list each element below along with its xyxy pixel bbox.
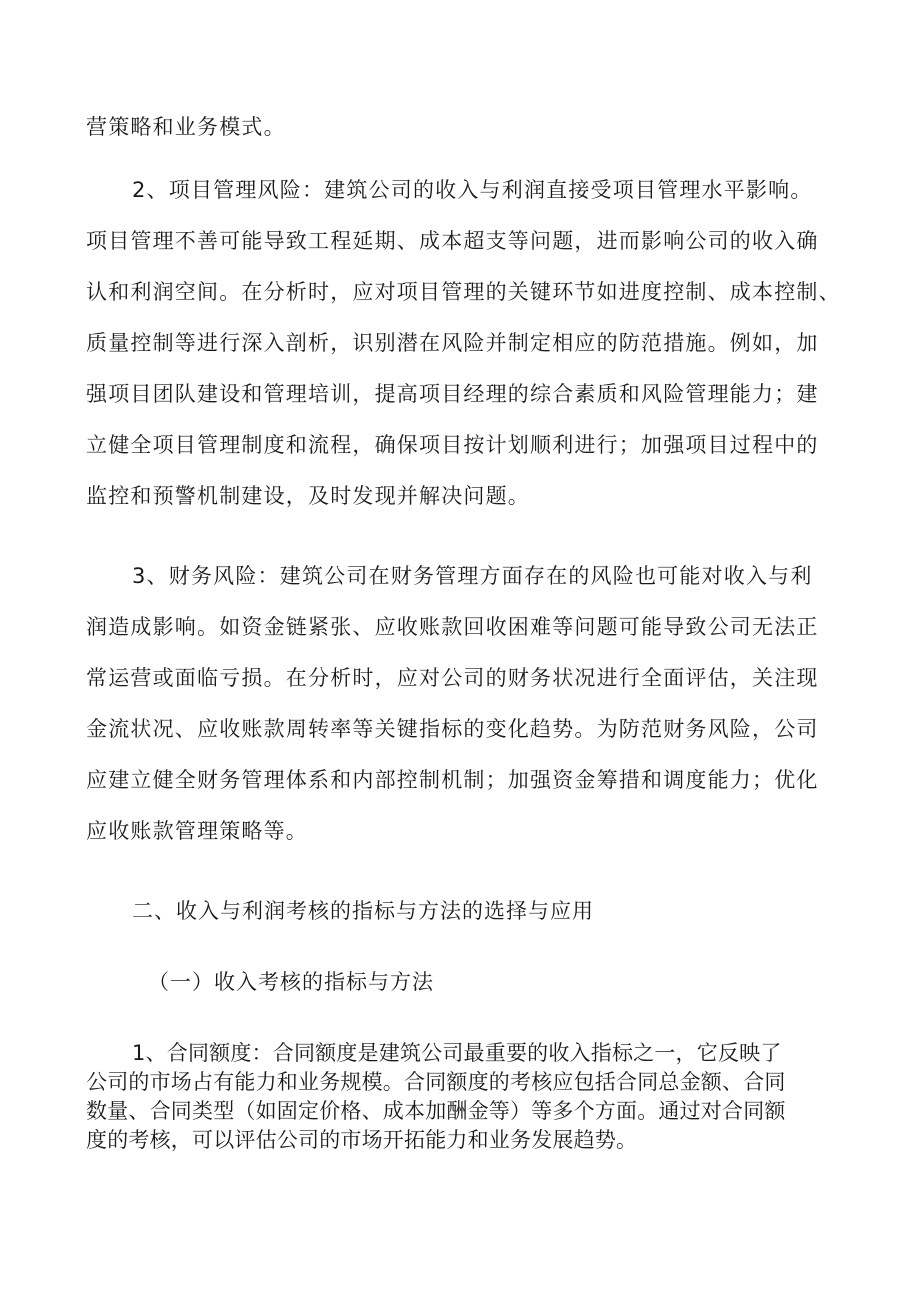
paragraph-line: 公司的市场占有能力和业务规模。合同额度的考核应包括合同总金额、合同 <box>86 1070 786 1094</box>
subsection-heading: （一）收入考核的指标与方法 <box>148 970 434 994</box>
paragraph-line: 3、财务风险：建筑公司在财务管理方面存在的风险也可能对收入与利 <box>132 564 813 588</box>
paragraph-line: 项目管理不善可能导致工程延期、成本超支等问题，进而影响公司的收入确 <box>86 229 819 253</box>
paragraph-line: 润造成影响。如资金链紧张、应收账款回收困难等问题可能导致公司无法正 <box>86 615 819 639</box>
paragraph-line: 营策略和业务模式。 <box>86 115 286 139</box>
paragraph-line: 1、合同额度：合同额度是建筑公司最重要的收入指标之一，它反映了 <box>132 1041 782 1065</box>
paragraph-line: 立健全项目管理制度和流程，确保项目按计划顺利进行；加强项目过程中的 <box>86 433 819 457</box>
paragraph-line: 强项目团队建设和管理培训，提高项目经理的综合素质和风险管理能力；建 <box>86 382 819 406</box>
paragraph-line: 常运营或面临亏损。在分析时，应对公司的财务状况进行全面评估，关注现 <box>86 666 819 690</box>
paragraph-line: 数量、合同类型（如固定价格、成本加酬金等）等多个方面。通过对合同额 <box>86 1099 786 1123</box>
section-heading: 二、收入与利润考核的指标与方法的选择与应用 <box>132 899 594 923</box>
paragraph-line: 应收账款管理策略等。 <box>86 819 308 843</box>
paragraph-line: 金流状况、应收账款周转率等关键指标的变化趋势。为防范财务风险，公司 <box>86 717 819 741</box>
paragraph-line: 监控和预警机制建设，及时发现并解决问题。 <box>86 484 530 508</box>
paragraph-line: 2、项目管理风险：建筑公司的收入与利润直接受项目管理水平影响。 <box>132 178 813 202</box>
paragraph-line: 认和利润空间。在分析时，应对项目管理的关键环节如进度控制、成本控制、 <box>86 280 841 304</box>
paragraph-line: 应建立健全财务管理体系和内部控制机制；加强资金筹措和调度能力；优化 <box>86 768 819 792</box>
paragraph-line: 度的考核，可以评估公司的市场开拓能力和业务发展趋势。 <box>86 1128 638 1152</box>
paragraph-line: 质量控制等进行深入剖析，识别潜在风险并制定相应的防范措施。例如，加 <box>86 331 819 355</box>
